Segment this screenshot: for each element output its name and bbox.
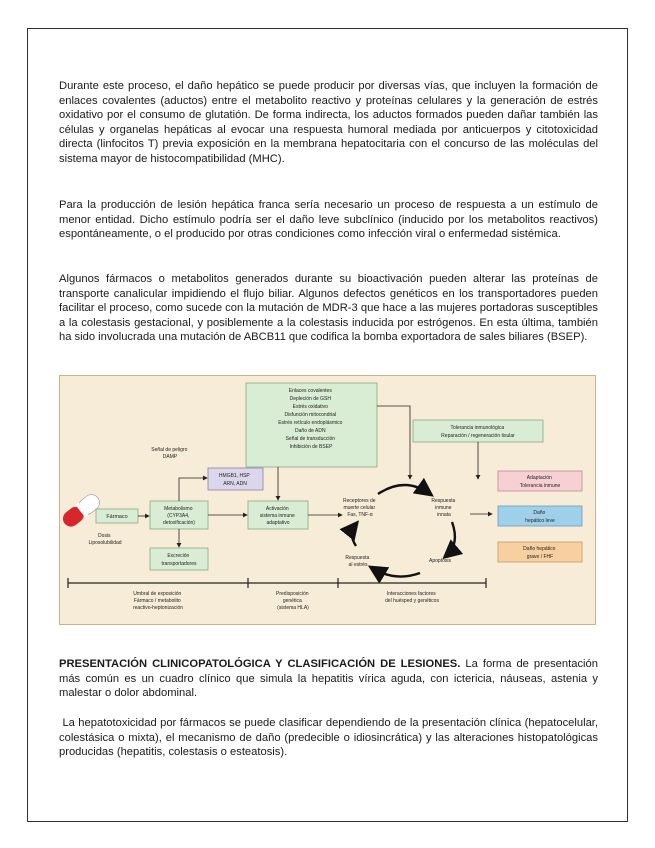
tolerance-line-1: Tolerancia inmunológica [450, 425, 505, 431]
stress-response-line-1: Respuesta [345, 555, 370, 561]
activation-line-1: Activación [265, 506, 289, 512]
stress-line-1: Enlaces covalentes [288, 388, 332, 394]
activation-line-2: sistema inmune [259, 513, 295, 519]
cycle-arrow-left [352, 524, 356, 546]
apoptosis-label: Apoptosis [429, 558, 451, 564]
stress-response-label [345, 555, 370, 568]
tolerance-line-2: Reparación / regeneración tisular [441, 433, 515, 439]
hmgb-line-2: ARN, ADN [223, 481, 247, 487]
danger-line-1: Señal de peligro [151, 447, 188, 453]
receptors-label [343, 498, 377, 518]
diagram-svg [60, 376, 597, 626]
paragraph-5 [59, 716, 598, 760]
bottom-1-line-2: Fármaco / metabolito [133, 598, 181, 604]
adaptation-line-2: Tolerancia inmune [519, 483, 561, 489]
paragraph-1: Durante este proceso, el daño hepático se puede producir por diversas vías, que incluyen la formación de enlaces covalentes (aductos) entre el metabolito reactivo y proteínas celulares y la generación de estrés oxidativo por el consumo de glutatión. De forma indirecta, los aductos formados pueden dañar también las células y organelas hepáticas al evocar una respuesta humoral mediada por anticuerpos y citotoxicidad directa (linfocitos T) previa exposición en la membrana hepatocitaria con el concurso de las moléculas del sistema mayor de histocompatibilidad (MHC). [59, 80, 598, 165]
paragraph-4 [59, 657, 598, 701]
receptors-line-1: Receptores de [343, 498, 376, 504]
stress-line-2: Depleción de GSH [289, 396, 332, 402]
bottom-1-line-1: Umbral de exposición [133, 591, 182, 597]
metabolism-line-3: detoxificación) [163, 520, 195, 526]
bottom-1-line-3: reactivo-heptonización [132, 605, 184, 611]
dosis-line-1: Dosis [98, 533, 111, 539]
bottom-2-line-2: genética [282, 598, 302, 604]
metabolism-text [163, 506, 195, 526]
cycle-arrow-bottom [372, 568, 420, 577]
bottom-3-line-1: Interacciones factores [386, 591, 436, 597]
excretion-line-1: Excreción [167, 553, 190, 559]
severe-line-1: Daño hepático [523, 546, 556, 552]
receptors-line-3: Fas, TNF-α [347, 512, 373, 518]
paragraph-4-body: La forma de presentación más común es un cuadro clínico que simula la hepatitis vírica aguda, con ictericia, náuseas, astenia y malestar o dolor abdominal. [59, 658, 598, 700]
paragraph-3: Algunos fármacos o metabolitos generados durante su bioactivación pueden alterar las proteínas de transporte canalicular impidiendo el flujo biliar. Algunos defectos genéticos en los transportadores pueden facilitar el proceso, como sucede con la mutación de MDR-3 que hace a las mujeres portadoras susceptibles a la colestasis gestacional, y posiblemente a la colestasis inducida por estrógenos. En esta última, también ha sido involucrada una mutación de ABCB11 que codifica la bomba exportadora de sales biliares (BSEP). [59, 273, 598, 344]
metabolism-line-2: (CYP3A4, [167, 513, 190, 519]
mild-line-2: hepático leve [525, 518, 555, 524]
stress-line-8: Inhibición de BSEP [289, 444, 333, 450]
bottom-label-3 [385, 591, 439, 604]
stress-line-7: Señal de transducción [285, 436, 336, 442]
mild-line-1: Daño [533, 510, 546, 516]
paragraph-2: Para la producción de lesión hepática franca sería necesario un proceso de respuesta a un estímulo de menor entidad. Dicho estímulo podría ser el daño leve subclínico (inducido por los metabolitos reactivos) espontáneamente, o el producido por otras condiciones como infección viral o enfermedad sistémica. [59, 199, 598, 241]
innate-line-3: innata [437, 512, 451, 518]
excretion-line-2: transportadores [161, 561, 197, 567]
cycle-arrow-top [378, 485, 430, 494]
bottom-3-line-2: del huésped y genéticos [385, 598, 439, 604]
activation-line-3: adaptativo [266, 520, 290, 526]
arrow-metab-hmgb [179, 478, 207, 501]
stress-line-4: Disfunción mitocondrial [284, 412, 337, 418]
section-heading: PRESENTACIÓN CLINICOPATOLÓGICA Y CLASIFICACIÓN DE LESIONES. [59, 658, 461, 670]
stress-line-5: Estrés retículo endoplásmico [278, 420, 343, 426]
bottom-2-line-1: Predisposición [276, 591, 309, 597]
cycle-arrow-right [446, 522, 455, 556]
stress-line-6: Daño de ADN [295, 428, 326, 434]
farmaco-label: Fármaco [106, 514, 128, 520]
innate-line-2: inmune [435, 505, 452, 511]
innate-label [431, 498, 456, 518]
metabolism-line-1: Metabolismo [164, 506, 193, 512]
mechanism-diagram [59, 375, 596, 625]
danger-line-2: DAMP [162, 454, 178, 460]
bottom-label-1 [133, 591, 183, 611]
hmgb-line-1: HMGB1, HSP [218, 473, 250, 479]
bottom-label-2 [276, 591, 310, 611]
adaptation-line-1: Adaptación [526, 475, 552, 481]
stress-response-line-2: al estrés [348, 562, 368, 568]
stress-line-3: Estrés oxidativo [292, 404, 328, 410]
paragraph-5-body: La hepatotoxicidad por fármacos se puede clasificar dependiendo de la presentación clínica (hepatocelular, colestásica o mixta), el mecanismo de daño (predecible o idiosincrática) y las alteraciones histopatológicas producidas (hepatitis, colestasis o esteatosis). [59, 717, 599, 759]
severe-line-2: grave / FHF [526, 554, 554, 560]
danger-signal-label [151, 447, 189, 460]
innate-line-1: Respuesta [431, 498, 456, 504]
receptors-line-2: muerte celular [343, 505, 376, 511]
dosis-line-2: Liposolubilidad [88, 540, 122, 546]
dosis-label [88, 533, 121, 546]
bottom-2-line-3: (sistema HLA) [277, 605, 309, 611]
arrow-stress-cycle [377, 406, 410, 479]
